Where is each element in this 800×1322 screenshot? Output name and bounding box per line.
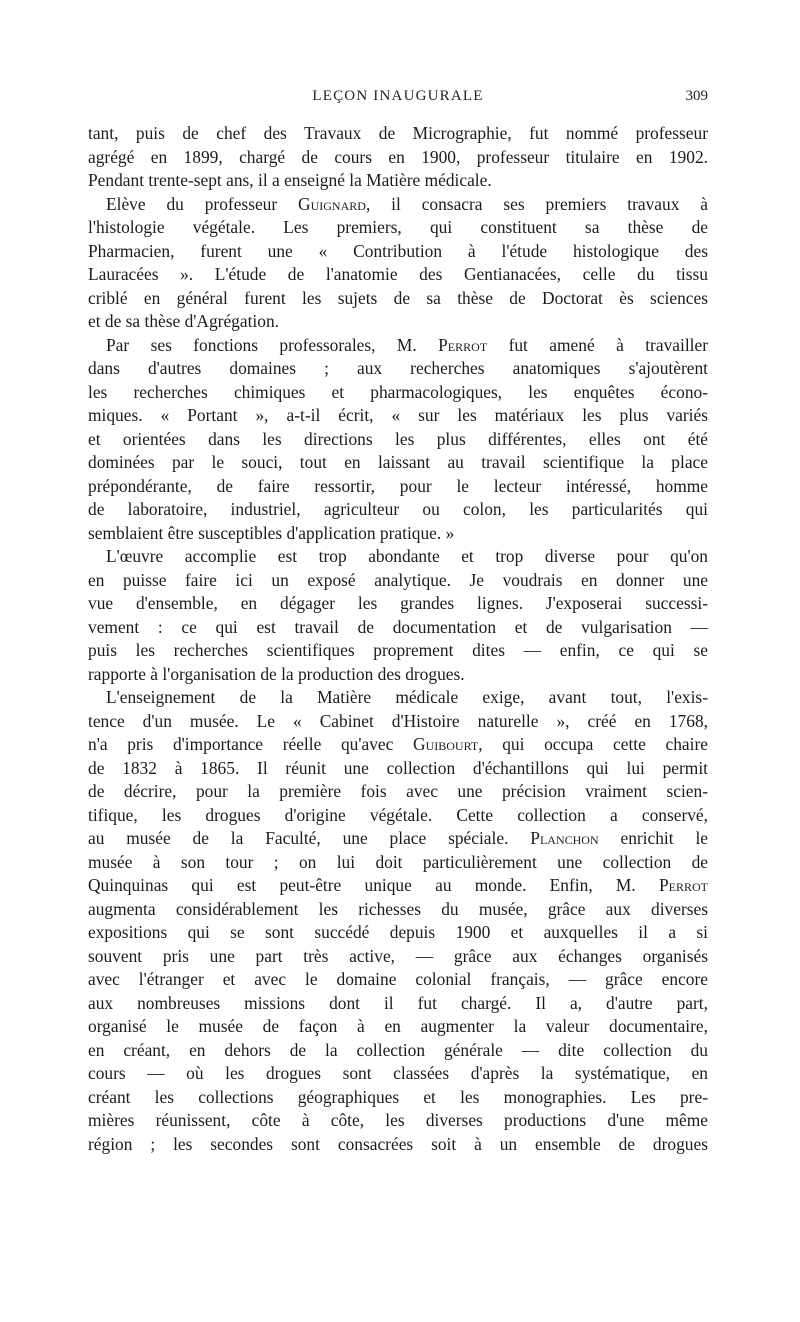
text-line: Pharmacien, furent une « Contribution à l'étude histologique des	[88, 240, 708, 261]
text-line: de 1832 à 1865. Il réunit une collection d'échantillons qui lui permit	[88, 757, 708, 778]
text-line	[88, 827, 708, 851]
text-line	[88, 733, 708, 757]
running-title: LEÇON INAUGURALE	[312, 88, 484, 104]
text-line: puis les recherches scientifiques proprement dites — enfin, ce qui se	[88, 640, 708, 660]
text-line: augmenta considérablement les richesses du musée, grâce aux diverses	[88, 898, 708, 919]
text-line: les recherches chimiques et pharmacologiques, les enquêtes écono-	[88, 381, 708, 402]
text-line: Pendant trente-sept ans, il a enseigné la Matière médicale.	[88, 170, 492, 190]
text-segment: , qui occupa cette chaire	[478, 734, 708, 754]
text-segment: fut amené à travailler	[487, 334, 708, 355]
text-line: avec l'étranger et avec le domaine colonial français, — grâce encore	[88, 969, 708, 989]
text-line: et de sa thèse d'Agrégation.	[88, 311, 279, 331]
person-name: Guibourt	[413, 734, 479, 754]
text-line: rapporte à l'organisation de la production des drogues.	[88, 663, 465, 684]
text-line: tant, puis de chef des Travaux de Micrographie, fut nommé professeur	[88, 123, 708, 143]
text-segment: n'a pris d'importance réelle qu'avec	[88, 734, 414, 754]
text-line: et orientées dans les directions les plus différentes, elles ont été	[88, 428, 708, 449]
text-segment: , il consacra ses premiers travaux à	[365, 193, 708, 214]
text-line: dans d'autres domaines ; aux recherches anatomiques s'ajoutèrent	[88, 358, 708, 378]
text-line: L'enseignement de la Matière médicale exige, avant tout, l'exis-	[106, 687, 708, 707]
text-segment: Quinquinas qui est peut-être unique au monde. Enfin, M.	[88, 875, 659, 895]
body-text	[88, 122, 708, 1156]
text-line: semblaient être susceptibles d'application pratique. »	[88, 522, 455, 543]
text-line: de laboratoire, industriel, agriculteur ou colon, les particularités qui	[88, 499, 708, 519]
text-line	[88, 874, 708, 898]
text-line: cours — où les drogues sont classées d'après la systématique, en	[88, 1063, 708, 1083]
text-line: tifique, les drogues d'origine végétale. Cette collection a conservé,	[88, 804, 708, 825]
person-name: Perrot	[658, 875, 708, 895]
text-line: Lauracées ». L'étude de l'anatomie des Gentianacées, celle du tissu	[88, 264, 708, 284]
text-line	[88, 193, 708, 217]
person-name: Planchon	[530, 828, 599, 848]
text-line: L'œuvre accomplie est trop abondante et trop diverse pour qu'on	[106, 546, 708, 566]
text-line: mières réunissent, côte à côte, les diverses productions d'une même	[88, 1110, 708, 1130]
text-line: en puisse faire ici un exposé analytique. Je voudrais en donner une	[88, 569, 708, 590]
text-line: souvent pris une part très active, — grâce aux échanges organisés	[88, 945, 708, 966]
text-segment: enrichit le	[598, 828, 708, 848]
text-line: aux nombreuses missions dont il fut chargé. Il a, d'autre part,	[88, 992, 708, 1013]
text-line: dominées par le souci, tout en laissant au travail scientifique la place	[88, 452, 708, 472]
text-line: criblé en général furent les sujets de sa thèse de Doctorat ès sciences	[88, 287, 708, 308]
text-segment: au musée de la Faculté, une place spéciale.	[88, 828, 531, 848]
text-segment: Par ses fonctions professorales, M.	[106, 334, 439, 355]
text-line: tence d'un musée. Le « Cabinet d'Histoire naturelle », créé en 1768,	[88, 710, 708, 731]
page-number: 309	[685, 88, 708, 104]
text-line: de décrire, pour la première fois avec une précision vraiment scien-	[88, 781, 708, 801]
text-line	[88, 334, 708, 358]
text-line: prépondérante, de faire ressortir, pour le lecteur intéressé, homme	[88, 475, 708, 496]
person-name: Perrot	[438, 334, 488, 355]
text-line: miques. « Portant », a-t-il écrit, « sur les matériaux les plus variés	[88, 405, 708, 425]
text-line: l'histologie végétale. Les premiers, qui constituent sa thèse de	[88, 217, 708, 237]
text-line: agrégé en 1899, chargé de cours en 1900, professeur titulaire en 1902.	[88, 146, 708, 167]
text-line: expositions qui se sont succédé depuis 1900 et auxquelles il a si	[88, 922, 708, 942]
text-line: musée à son tour ; on lui doit particulièrement une collection de	[88, 851, 708, 872]
person-name: Guignard	[298, 193, 366, 214]
text-line: en créant, en dehors de la collection générale — dite collection du	[88, 1039, 708, 1060]
text-line: vement : ce qui est travail de documentation et de vulgarisation —	[88, 616, 708, 637]
text-line: région ; les secondes sont consacrées soit à un ensemble de drogues	[88, 1133, 708, 1154]
running-head	[88, 88, 708, 110]
text-line: organisé le musée de façon à en augmenter la valeur documentaire,	[88, 1016, 708, 1036]
text-line: créant les collections géographiques et les monographies. Les pre-	[88, 1086, 708, 1107]
text-segment: Elève du professeur	[106, 193, 299, 214]
text-line: vue d'ensemble, en dégager les grandes lignes. J'exposerai successi-	[88, 593, 708, 613]
